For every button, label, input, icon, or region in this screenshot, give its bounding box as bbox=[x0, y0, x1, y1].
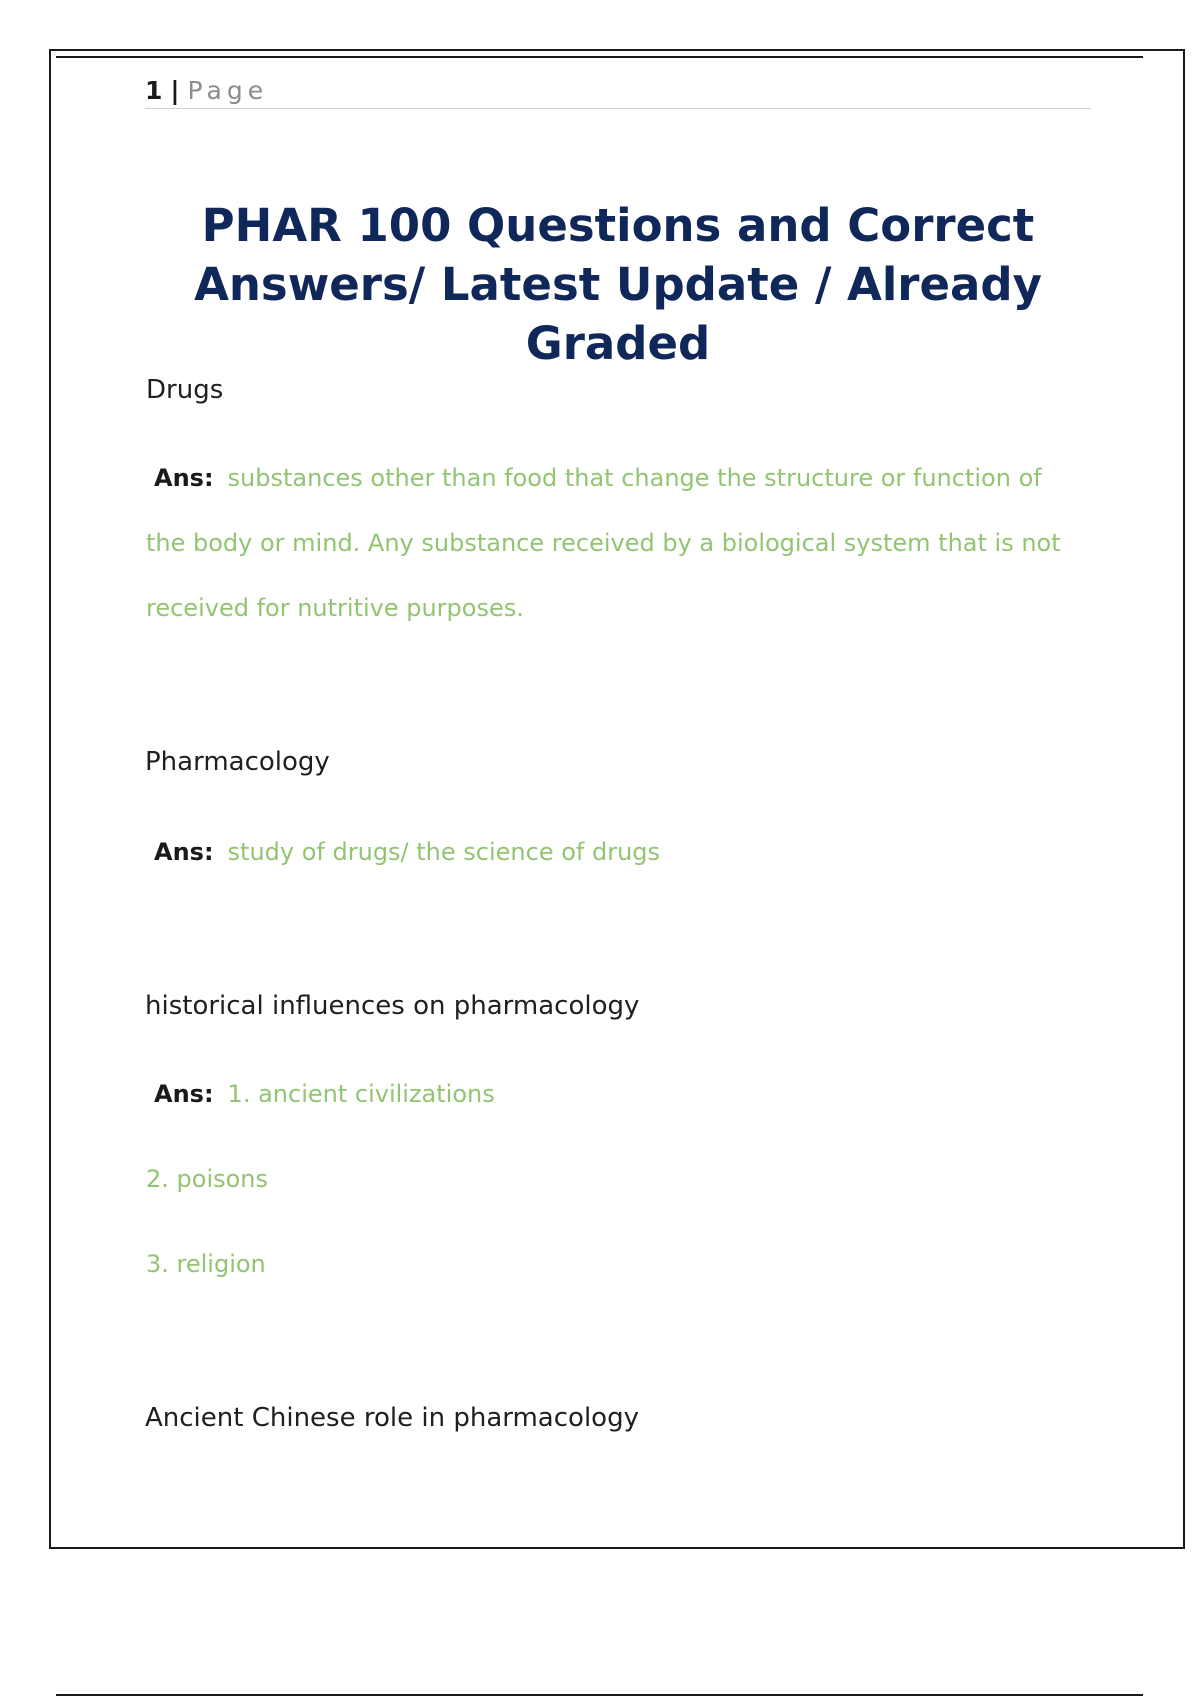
page-header bbox=[145, 74, 1091, 109]
question-text: Drugs bbox=[146, 375, 224, 405]
answer-text bbox=[146, 834, 660, 870]
answer-line: 1. ancient civilizations bbox=[227, 1080, 495, 1108]
answer-text bbox=[146, 446, 1086, 641]
bottom-rule bbox=[56, 1694, 1143, 1696]
answer-label: Ans: bbox=[154, 1080, 214, 1108]
question-text: historical influences on pharmacology bbox=[145, 991, 640, 1021]
question-item bbox=[145, 988, 1095, 1024]
top-rule bbox=[56, 56, 1143, 58]
question-item bbox=[146, 372, 1096, 408]
question-item bbox=[145, 744, 1095, 780]
answer-line: 3. religion bbox=[146, 1250, 266, 1278]
answer-line: 2. poisons bbox=[146, 1165, 269, 1193]
page-number: 1 bbox=[145, 76, 163, 105]
page-separator: | bbox=[170, 76, 180, 105]
question-item bbox=[145, 1400, 1095, 1436]
question-text: Ancient Chinese role in pharmacology bbox=[145, 1403, 639, 1433]
document-title: PHAR 100 Questions and Correct Answers/ Latest Update / Already Graded bbox=[194, 199, 1042, 370]
answer-label: Ans: bbox=[154, 838, 214, 866]
question-text: Pharmacology bbox=[145, 747, 330, 777]
answer-text bbox=[146, 1076, 495, 1112]
page-word: Page bbox=[187, 76, 269, 105]
answer-label: Ans: bbox=[154, 464, 214, 492]
answer-line: study of drugs/ the science of drugs bbox=[227, 838, 661, 866]
answer-line: substances other than food that change the structure or function of the body or mind. Any substance received by a biological system that is not received for nutritive purposes. bbox=[146, 464, 1061, 622]
